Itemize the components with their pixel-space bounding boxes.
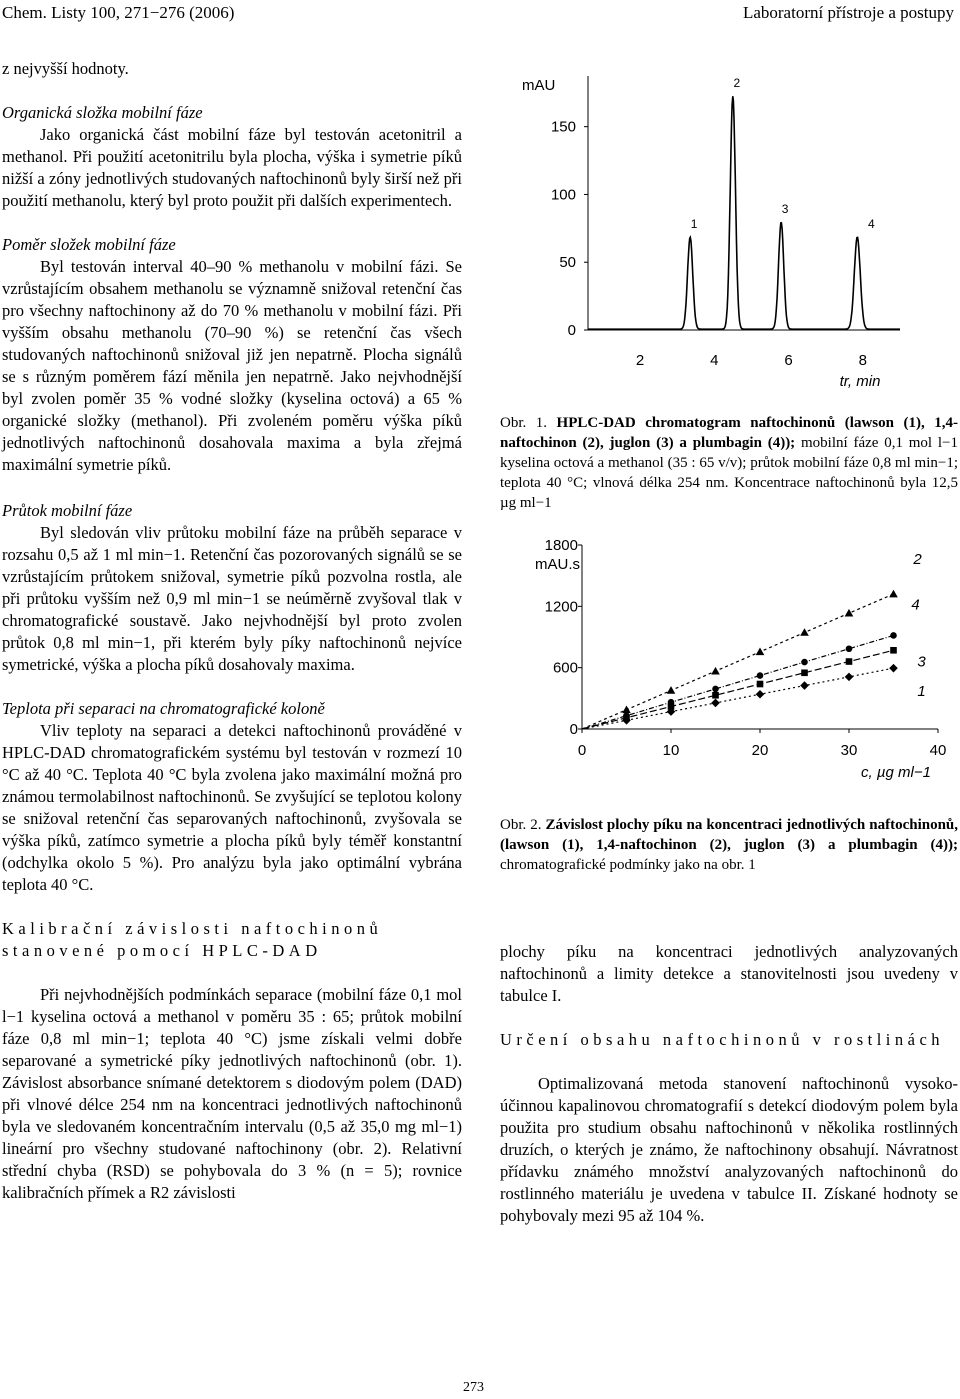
figure-2-caption-lead: Obr. 2. — [500, 817, 542, 833]
point-series-2 — [889, 590, 898, 598]
figure-1-chromatogram — [500, 58, 958, 403]
x-tick-label: 2 — [635, 352, 645, 369]
peak-label: 1 — [690, 216, 698, 231]
section-title-flow: Průtok mobilní fáze — [2, 501, 133, 520]
point-series-3 — [757, 681, 764, 688]
section-title-temperature: Teplota při separaci na chromatografické koloně — [2, 699, 325, 718]
series-label-2: 2 — [913, 551, 922, 569]
y-tick-label: 50 — [559, 254, 576, 272]
point-series-3 — [846, 658, 853, 665]
x-tick-label: 0 — [577, 742, 587, 759]
page-number: 273 — [463, 1380, 484, 1395]
point-series-2 — [667, 686, 676, 694]
y-tick-label: 100 — [550, 186, 576, 204]
series-label-3: 3 — [917, 653, 926, 671]
point-series-2 — [622, 705, 631, 713]
x-axis-label: tr, min — [839, 373, 881, 390]
figure-1-caption — [500, 413, 958, 513]
running-header-right: Laboratorní přístroje a postupy — [742, 3, 954, 22]
point-series-2 — [845, 609, 854, 617]
point-series-4 — [668, 699, 675, 706]
left-column — [2, 58, 462, 1204]
paragraph-table-ref: plochy píku na koncentraci jednotlivých analyzovaných naftochinonů a limity detekce a stanovitelnosti jsou uvedeny v tabulce I. — [500, 942, 958, 1005]
point-series-2 — [800, 628, 809, 636]
intro-end: z nejvyšší hodnoty. — [2, 59, 129, 78]
x-tick-label: 30 — [840, 742, 858, 759]
point-series-4 — [623, 712, 630, 719]
section-title-organic: Organická složka mobilní fáze — [2, 103, 203, 122]
y-tick-label: 0 — [569, 721, 578, 738]
y-tick-label: 0 — [567, 322, 576, 339]
point-series-1 — [889, 664, 898, 673]
y-tick-label: 150 — [550, 118, 576, 136]
chromatogram-trace — [588, 96, 900, 329]
figure-1-caption-rest: mobilní fáze 0,1 mol l−1 kyselina octová a methanol (35 : 65 v/v); průtok mobilní fáze 0,8 ml min−1; teplota 40 °C; vlnová délka 254 nm. Koncentrace naftochinonů byla 12,5 µg ml−1 — [500, 435, 958, 511]
section-text-calibration: Při nejvhodnějších podmínkách separace (mobilní fáze 0,1 mol l−1 kyselina octová a methanol v poměru 35 : 65; průtok mobilní fáze 0,8 ml min−1; teplota 40 °C) jsme získali velmi dobře separované a symetrické píky jednotlivých naftochinonů (obr. 1). Závislost absorbance snímané detektorem s diodovým polem (DAD) při vlnové délce 254 nm na koncentraci jednotlivých naftochinonů byla ve sledovaném koncentračním intervalu (0,5 až 35,0 mg ml−1) lineární pro všechny studované naftochinony (obr. 2). Relativní střední chyba (RSD) se pohybovala do 3 % (n = 5); rovnice kalibračních přímek a R2 závislosti — [2, 985, 462, 1202]
section-title-calibration: Kalibrační závislosti naftochinonů stanovené pomocí HPLC-DAD — [2, 919, 383, 960]
section-text-temperature: Vliv teploty na separaci a detekci naftochinonů prováděné v HPLC-DAD chromatografickém systému byl testován v rozmezí 10 °C až 40 °C. Teplota 40 °C byla zvolena jako maximální možná pro známou termolabilnost naftochinonů. Se zvyšující se teplotou kolony se snižoval retenční čas separovaných naftochinonů, zvyšovala se výška píků, zatímco symetrie a plocha píků byly téměř konstantní (odchylka okolo 5 %). Pro analýzu byla jako optimální vybrána teplota 40 °C. — [2, 721, 462, 894]
running-header-left: Chem. Listy 100, 271−276 (2006) — [2, 3, 235, 22]
point-series-4 — [712, 686, 719, 693]
point-series-3 — [890, 647, 897, 654]
section-text-organic: Jako organická část mobilní fáze byl testován acetonitril a methanol. Při použití acetonitrilu byla plocha, výška i symetrie píků nižší a zóny jednotlivých studovaných naftochinonů byly širší než při použití methanolu, který byl proto použit při dalších experimentech. — [2, 125, 462, 210]
peak-label: 3 — [781, 201, 789, 216]
y-tick-label: 1800 — [544, 537, 578, 554]
x-tick-label: 4 — [710, 352, 719, 369]
peak-label: 2 — [733, 75, 741, 90]
x-tick-label: 8 — [858, 352, 868, 369]
peak-label: 4 — [867, 216, 875, 231]
section-title-ratio: Poměr složek mobilní fáze — [2, 235, 176, 254]
point-series-1 — [756, 690, 765, 699]
figure-1-caption-bold: HPLC-DAD chromatogram naftochinonů (lawson (1), 1,4-naftochinon (2), juglon (3) a plumbagin (4)); — [500, 415, 958, 451]
point-series-2 — [756, 648, 765, 656]
section-text-plants: Optimalizovaná metoda stanovení naftochinonů vysokoúčinnou kapalinovou chromatografií s detekcí diodovým polem byla použita pro studium obsahu naftochinonů v několika rostlinných druzích, o kterých je známo, že naftochinony obsahují. Návratnost přídavku známého množství analyzovaných naftochinonů do rostlinného materiálu je uvedena v tabulce II. Získané hodnoty se pohybovaly mezi 95 až 104 %. — [500, 1074, 958, 1225]
point-series-1 — [800, 681, 809, 690]
point-series-4 — [890, 632, 897, 639]
figure-2-caption-rest: chromatografické podmínky jako na obr. 1 — [500, 857, 756, 873]
x-tick-label: 6 — [784, 352, 793, 369]
point-series-1 — [845, 673, 854, 682]
figure-2-caption-bold: Závislost plochy píku na koncentraci jednotlivých naftochinonů, (lawson (1), 1,4-naftochinon (2), juglon (3) a plumbagin (4)); — [500, 817, 959, 853]
series-label-1: 1 — [917, 683, 926, 701]
x-tick-label: 40 — [929, 742, 947, 759]
x-tick-label: 20 — [751, 742, 769, 759]
section-text-ratio: Byl testován interval 40–90 % methanolu v mobilní fázi. Se vzrůstajícím obsahem methanolu se významně snižoval retenční čas pro všechny naftochinony až do 70 % methanolu v mobilní fázi. Při vyšším obsahu methanolu (70–90 %) se retenční čas všech studovaných naftochinonů snižoval již jen nepatrně. Plocha signálů se s různým poměrem fází měnila jen nepatrně. Jako nejvhodnější byl zvolen poměr 35 % vodné složky (kyselina octová) a 65 % organické složky (methanol). Při zvoleném poměru výška píků jednotlivých naftochinonů dosahovala maxima a byla zřejmá maximální symetrie píků. — [2, 257, 462, 474]
x-axis-label: c, µg ml−1 — [861, 764, 931, 781]
point-series-4 — [757, 672, 764, 679]
point-series-2 — [711, 667, 720, 675]
section-text-flow: Byl sledován vliv průtoku mobilní fáze na průběh separace v rozsahu 0,5 až 1 ml min−1. Retenční čas pozorovaných signálů se se vzrůstajícím průtokem snižoval, symetrie píků pozvolna rostla, ale při průtoku vyšším než 0,9 ml min−1 se neúměrně zvyšoval tlak v chromatografické soustavě. Jako nejvhodnější byl proto zvolen průtok 0,8 ml min−1, při kterém byly píky naftochinonů nejvíce symetrické, výška a plocha píků dosahovaly maxima. — [2, 523, 462, 674]
y-axis-label: mAU.s — [535, 556, 580, 573]
y-axis-label: mAU — [522, 77, 556, 94]
figure-1-caption-lead: Obr. 1. — [500, 415, 548, 431]
series-label-4: 4 — [911, 596, 920, 614]
section-title-plants: Určení obsahu naftochinonů v rostlinách — [500, 1030, 945, 1049]
figure-2-caption — [500, 815, 958, 875]
point-series-1 — [711, 699, 720, 708]
y-tick-label: 600 — [552, 659, 578, 677]
figure-2-calibration — [500, 537, 958, 797]
y-tick-label: 1200 — [544, 598, 578, 616]
x-tick-label: 10 — [662, 742, 680, 759]
point-series-4 — [846, 645, 853, 652]
right-column — [500, 58, 958, 1227]
point-series-3 — [712, 692, 719, 699]
point-series-4 — [801, 659, 808, 666]
point-series-3 — [801, 669, 808, 676]
